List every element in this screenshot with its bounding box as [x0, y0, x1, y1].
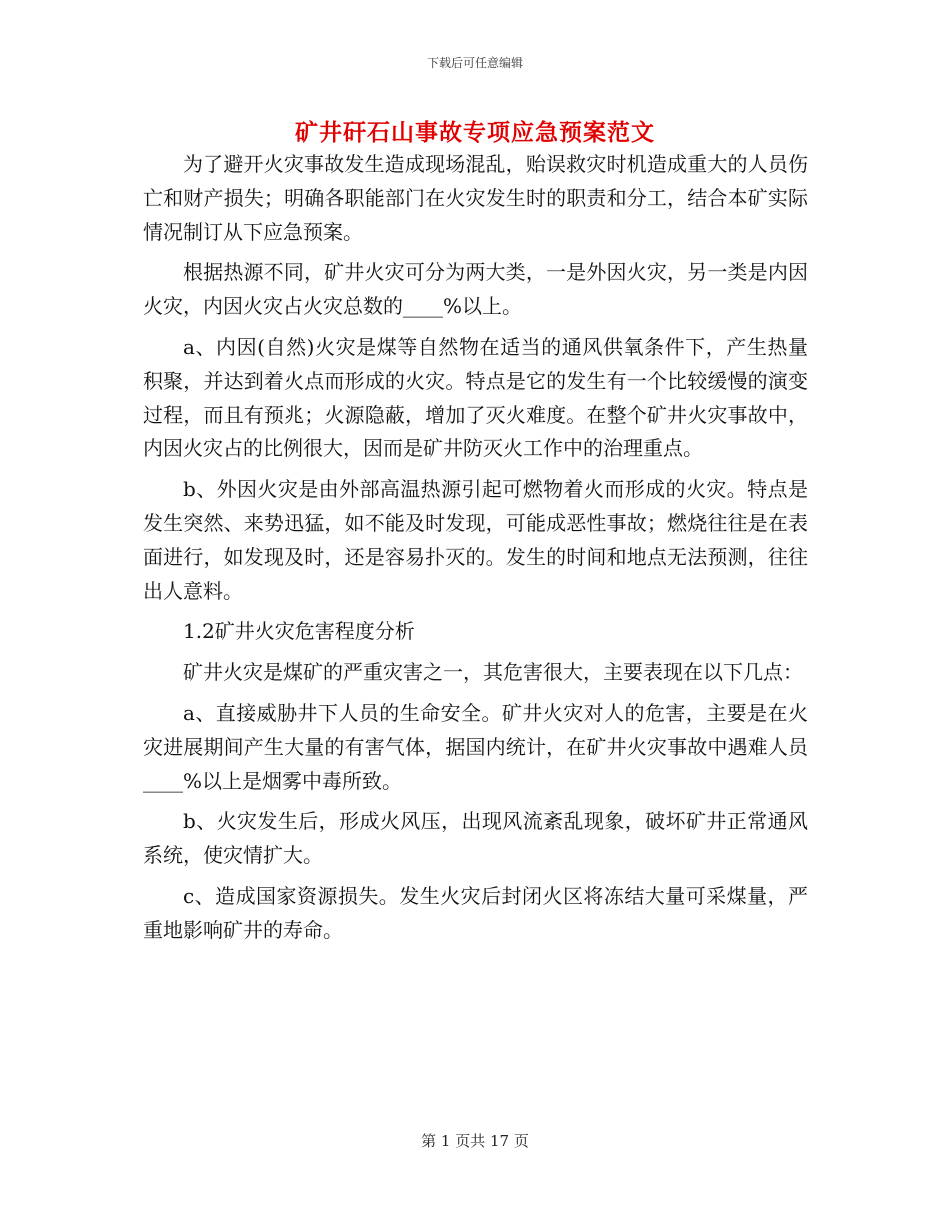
- paragraph-hazard-c: c、造成国家资源损失。发生火灾后封闭火区将冻结大量可采煤量，严重地影响矿井的寿命。: [143, 883, 808, 942]
- paragraph-hazard-b: b、火灾发生后，形成火风压，出现风流紊乱现象，破坏矿井正常通风系统，使灾情扩大。: [143, 809, 808, 868]
- paragraph-hazard-intro: 矿井火灾是煤矿的严重灾害之一，其危害很大，主要表现在以下几点：: [183, 660, 803, 685]
- paragraph-external-fire: b、外因火灾是由外部高温热源引起可燃物着火而形成的火灾。特点是发生突然、来势迅猛，如不能及时发现，可能成恶性事故；燃烧往往是在表面进行，如发现及时，还是容易扑灭的。发生的时间和地点无法预测，往往出人意料。: [143, 477, 808, 603]
- document-body: [143, 148, 808, 948]
- paragraph-hazard-a: a、直接威胁井下人员的生命安全。矿井火灾对人的危害，主要是在火灾进展期间产生大量的有害气体，据国内统计，在矿井火灾事故中遇难人员____%以上是烟雾中毒所致。: [143, 700, 808, 793]
- section-heading-hazard-analysis: 1.2矿井火灾危害程度分析: [183, 619, 415, 644]
- header-note: 下载后可任意编辑: [426, 56, 523, 70]
- paragraph-fire-types: 根据热源不同，矿井火灾可分为两大类，一是外因火灾，另一类是内因火灾，内因火灾占火灾总数的____%以上。: [143, 260, 808, 319]
- page-number-footer: 第 1 页共 17 页: [421, 1132, 529, 1150]
- document-title: 矿井矸石山事故专项应急预案范文: [295, 120, 655, 146]
- paragraph-internal-fire: a、内因(自然)火灾是煤等自然物在适当的通风供氧条件下，产生热量积聚，并达到着火点而形成的火灾。特点是它的发生有一个比较缓慢的演变过程，而且有预兆；火源隐蔽，增加了灭火难度。在整个矿井火灾事故中，内因火灾占的比例很大，因而是矿井防灭火工作中的治理重点。: [143, 334, 808, 461]
- paragraph-intro: 为了避开火灾事故发生造成现场混乱，贻误救灾时机造成重大的人员伤亡和财产损失；明确各职能部门在火灾发生时的职责和分工，结合本矿实际情况制订从下应急预案。: [143, 152, 808, 244]
